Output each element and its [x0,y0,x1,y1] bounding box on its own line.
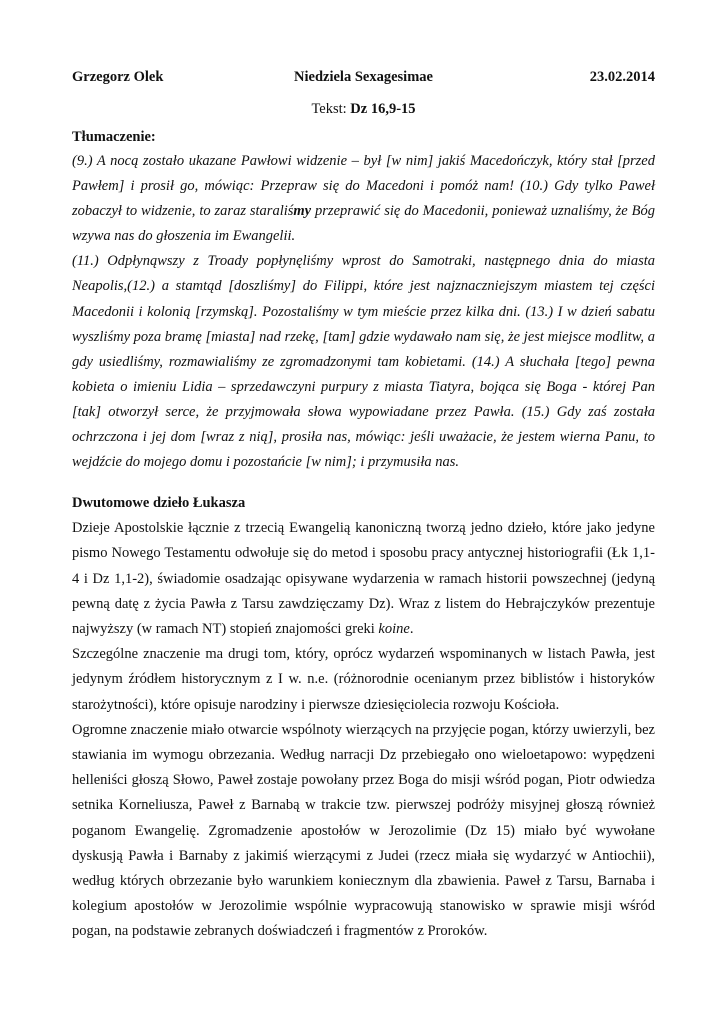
reference-prefix: Tekst: [311,101,351,117]
body-p1-text: Dzieje Apostolskie łącznie z trzecią Ewangelią kanoniczną tworzą jedno dzieło, które jako jedyne pismo Nowego Testamentu odwołuje się do metod i sposobu pracy antycznej historiografii (Łk 1,1-4 i Dz 1,1-2), świadomie osadzając opisywane wydarzenia w ramach historii powszechnej (jedyną pewną datę z życia Pawła z Tarsu zawdzięczamy Dz). Wraz z listem do Hebrajczyków prezentuje najwyższy (w ramach NT) stopień znajomości greki [72,520,655,638]
translation-p1-emphasis: my [293,203,312,220]
section-heading: Dwutomowe dzieło Łukasza [72,495,246,512]
body-paragraph-3: Ogromne znaczenie miało otwarcie wspólnoty wierzących na przyjęcie pogan, którzy uwierzyli, bez stawiania im wymogu obrzezania. Według narracji Dz przebiegało ono wieloetapowo: wypędzeni helleniści głoszą Słowo, Paweł zostaje powołany przez Boga do misji wśród pogan, Piotr odwiedza setnika Korneliusza, Paweł z Barnabą w trakcie tzw. pierwszej podróży misyjnej głoszą również poganom Ewangelię. Zgromadzenie apostołów w Jerozolimie (Dz 15) miało być wywołane dyskusją Pawła i Barnaby z jakimiś wierzącymi z Judei (rzecz miała się wydarzyć w Antiochii), według których obrzezanie było warunkiem koniecznym dla zbawienia. Paweł z Tarsu, Barnaba i kolegium apostołów w Jerozolimie wspólnie wypracowują stanowisko w sprawie misji wśród pogan, na podstawie zebranych doświadczeń i fragmentów z Proroków. [72,721,655,940]
translation-paragraph-1 [72,149,655,249]
body-p1-term: koine [378,621,410,638]
translation-heading: Tłumaczenie: [72,129,156,145]
reference-text: Dz 16,9-15 [350,101,416,117]
body-paragraph-2: Szczególne znaczenie ma drugi tom, który, oprócz wydarzeń wspominanych w listach Pawła, jest jedynym źródłem historycznym z I w. n.e. (różnorodnie ocenianym przez biblistów i historyków starożytności), które opisuje narodziny i pierwsze dziesięciolecia rozwoju Kościoła. [72,646,655,713]
document-header [72,66,655,88]
sermon-title: Niedziela Sexagesimae [294,69,433,85]
translation-p1-end: przeprawić się do Macedonii, ponieważ uznaliśmy, że Bóg wzywa nas do głoszenia im Ewangelii. [72,203,655,245]
sermon-date: 23.02.2014 [589,69,655,85]
author-name: Grzegorz Olek [72,69,164,85]
translation-paragraph-2: (11.) Odpłynąwszy z Troady popłynęliśmy wprost do Samotraki, następnego dnia do miasta Neapolis,(12.) a stamtąd [doszliśmy] do Filippi, które jest najznaczniejszym miastem tej części Macedonii i kolonią [rzymską]. Pozostaliśmy w tym mieście przez kilka dni. (13.) I w dzień sabatu wyszliśmy poza bramę [miasta] nad rzekę, [tam] gdzie wydawało nam się, że jest miejsce modlitw, a gdy usiedliśmy, rozmawialiśmy ze zgromadzonymi tam kobietami. (14.) A słuchała [tego] pewna kobieta o imieniu Lidia – sprzedawczyni purpury z miasta Tiatyra, bojąca się Boga - której Pan [tak] otworzył serce, że przyjmowała słowa wypowiadane przez Pawła. (15.) Gdy zaś została ochrzczona i jej dom [wraz z nią], prosiła nas, mówiąc: jeśli uważacie, że jestem wierna Panu, to wejdźcie do mojego domu i pozostańcie [w nim]; i przymusiła nas. [72,253,655,471]
scripture-reference [72,99,655,119]
document-page [72,66,655,945]
body-paragraph-1 [72,516,655,642]
body-p1-end: . [409,621,414,638]
translation-p1-start: (9.) A nocą zostało ukazane Pawłowi widzenie – był [w nim] jakiś Macedończyk, który stał [przed Pawłem] i prosił go, mówiąc: Przepraw się do Macedoni i pomóż nam! (10.) Gdy tylko Paweł zobaczył to widzenie, to zaraz staraliś [72,153,655,220]
